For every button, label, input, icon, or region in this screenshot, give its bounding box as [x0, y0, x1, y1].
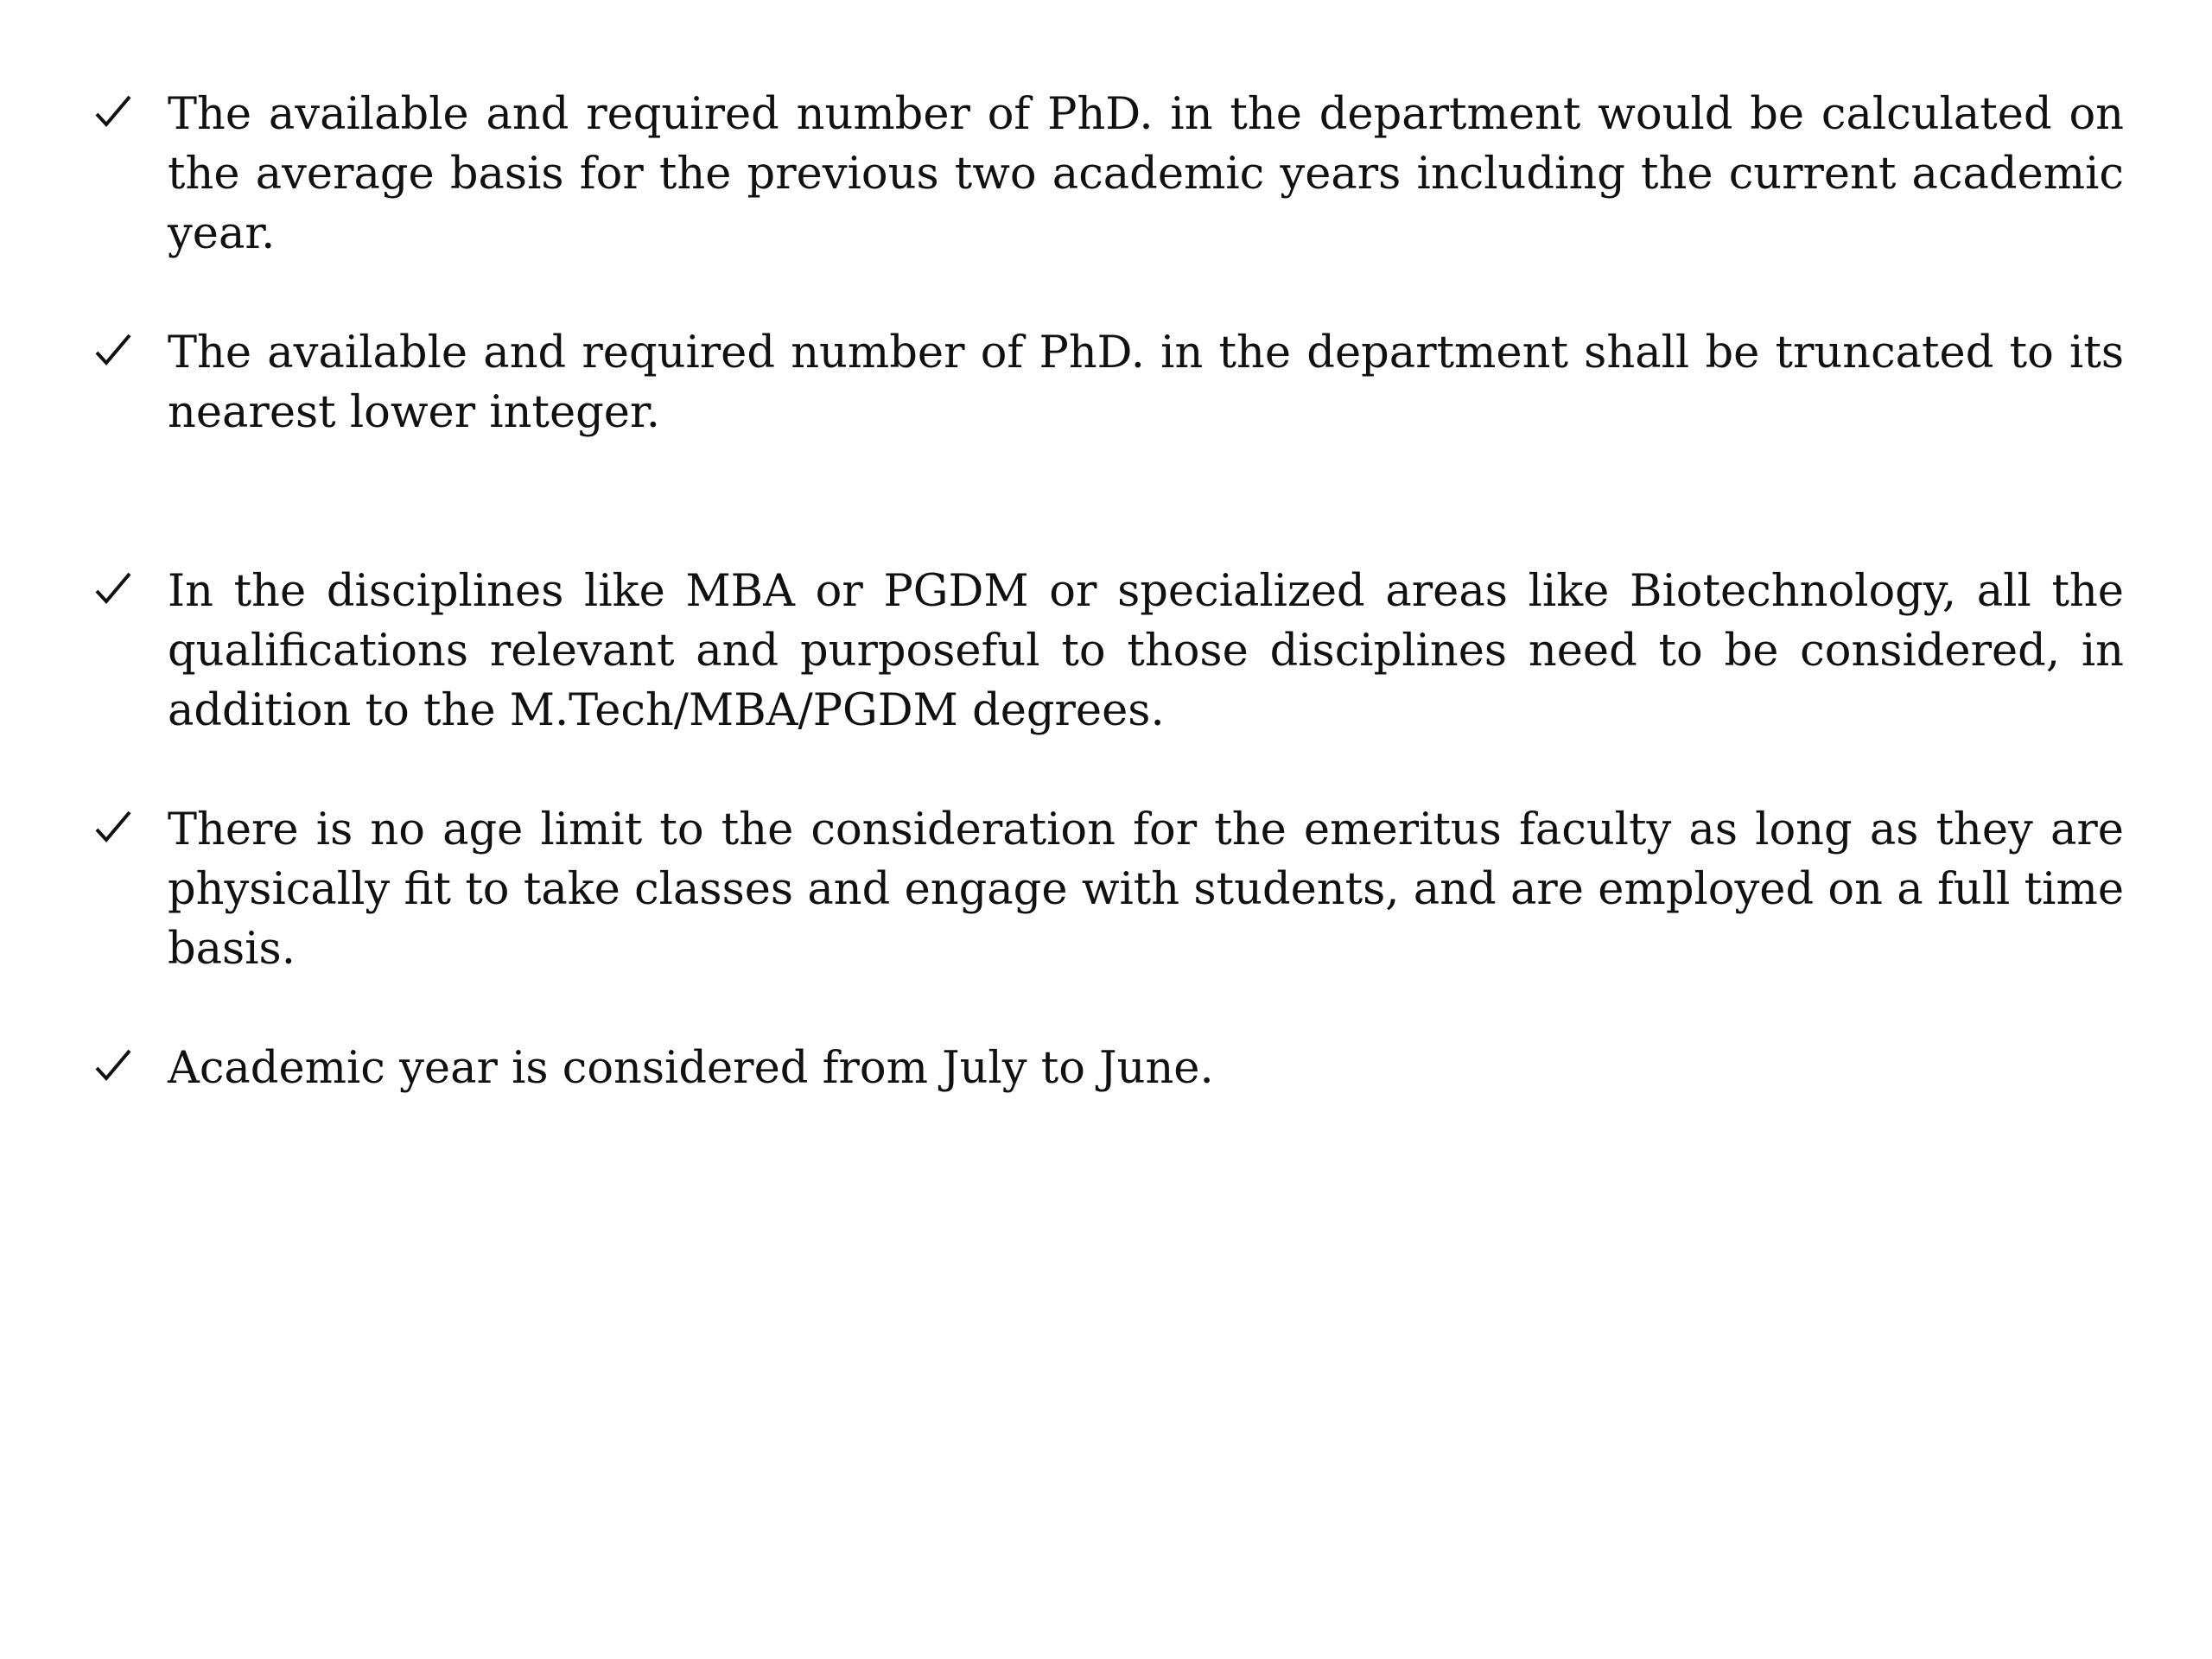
list-item-text: The available and required number of PhD. in the department would be calculated on the average basis for the previous two academic years including the current academic year. [168, 89, 2124, 259]
bullet-list [93, 85, 2124, 1158]
check-mark-icon [93, 92, 133, 131]
list-item [93, 562, 2124, 741]
list-item-text: In the disciplines like MBA or PGDM or specialized areas like Biotechnology, all the qualifications relevant and purposeful to those disciplines need to be considered, in addition to the M.Tech/MBA/PGDM degrees. [168, 566, 2124, 736]
list-item [93, 85, 2124, 264]
check-mark-icon [93, 807, 133, 847]
list-item-text: The available and required number of PhD. in the department shall be truncated to its nearest lower integer. [168, 327, 2124, 438]
check-mark-icon [93, 569, 133, 608]
list-item [93, 1039, 2124, 1098]
list-item-text: There is no age limit to the consideration for the emeritus faculty as long as they are physically fit to take classes and engage with students, and are employed on a full time basis. [168, 804, 2124, 975]
list-item-text: Academic year is considered from July to June. [168, 1043, 1214, 1094]
check-mark-icon [93, 330, 133, 370]
list-item [93, 323, 2124, 442]
check-mark-icon [93, 1046, 133, 1085]
list-item [93, 800, 2124, 979]
